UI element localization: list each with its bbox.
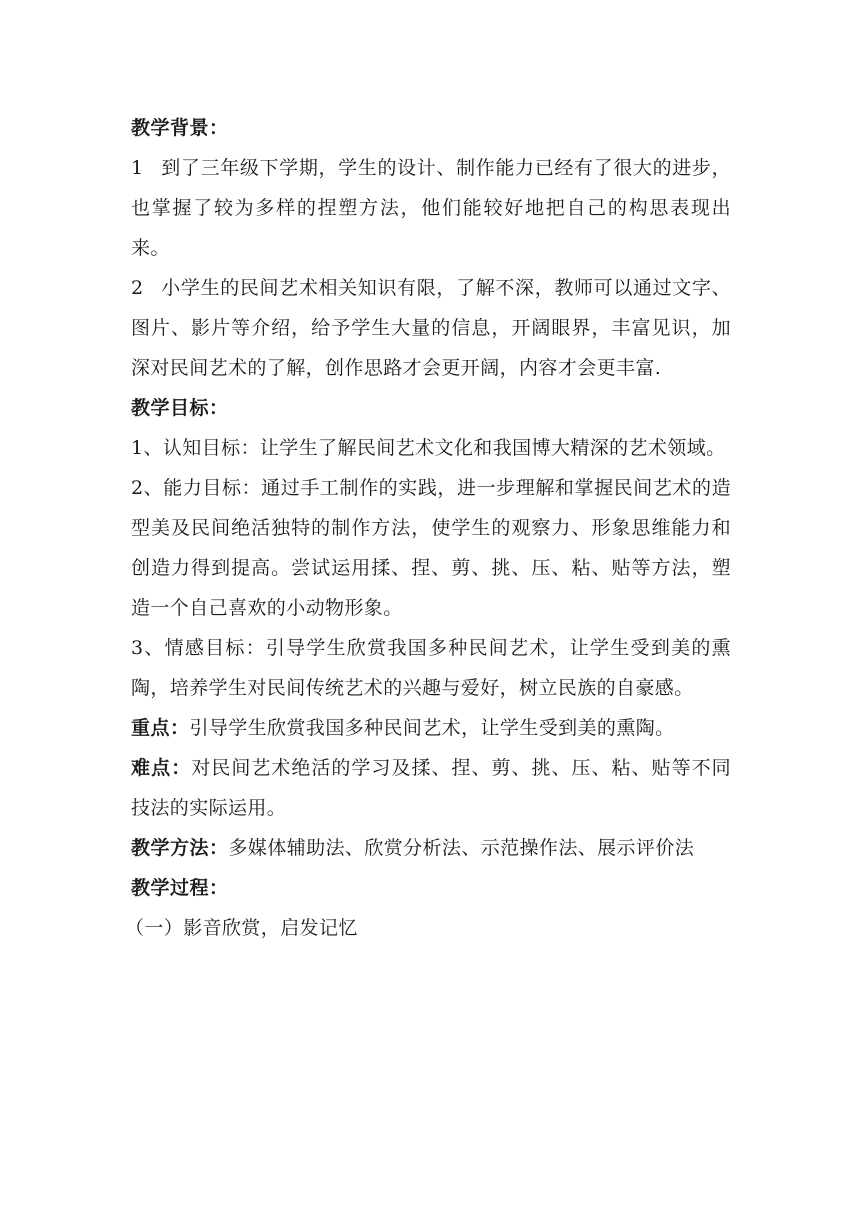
goal-emotional: 3、情感目标：引导学生欣赏我国多种民间艺术，让学生受到美的熏陶，培养学生对民间传统艺术的兴趣与爱好，树立民族的自豪感。 xyxy=(131,637,731,699)
teaching-method-text: 多媒体辅助法、欣赏分析法、示范操作法、展示评价法 xyxy=(228,837,695,859)
process-heading: 教学过程： xyxy=(131,877,229,899)
teaching-method xyxy=(131,828,731,868)
difficulty-text: 对民间艺术绝活的学习及揉、捏、剪、挑、压、粘、贴等不同技法的实际运用。 xyxy=(131,757,731,819)
key-point xyxy=(131,708,731,748)
key-point-label: 重点： xyxy=(131,717,190,739)
teaching-method-label: 教学方法： xyxy=(131,837,229,859)
background-item-2-number: 2 xyxy=(131,277,144,299)
background-heading: 教学背景： xyxy=(131,117,229,139)
key-point-text: 引导学生欣赏我国多种民间艺术，让学生受到美的熏陶。 xyxy=(189,717,675,739)
background-item-1 xyxy=(131,148,731,268)
background-item-2-text: 小学生的民间艺术相关知识有限，了解不深，教师可以通过文字、图片、影片等介绍，给予学生大量的信息，开阔眼界，丰富见识，加深对民间艺术的了解，创作思路才会更开阔，内容才会更丰富. xyxy=(131,277,731,379)
background-item-2 xyxy=(131,268,731,388)
goal-ability: 2、能力目标：通过手工制作的实践，进一步理解和掌握民间艺术的造型美及民间绝活独特的制作方法，使学生的观察力、形象思维能力和创造力得到提高。尝试运用揉、捏、剪、挑、压、粘、贴等方法，塑造一个自己喜欢的小动物形象。 xyxy=(131,477,731,619)
document-page xyxy=(125,108,731,948)
difficulty-label: 难点： xyxy=(131,757,192,779)
background-item-1-number: 1 xyxy=(131,157,144,179)
goal-cognitive: 1、认知目标：让学生了解民间艺术文化和我国博大精深的艺术领域。 xyxy=(131,437,726,459)
process-step-1: （一）影音欣赏，启发记忆 xyxy=(125,917,358,939)
difficulty xyxy=(131,748,731,828)
background-item-1-text: 到了三年级下学期，学生的设计、制作能力已经有了很大的进步，也掌握了较为多样的捏塑方法，他们能较好地把自己的构思表现出来。 xyxy=(131,157,731,259)
goals-heading: 教学目标： xyxy=(131,397,229,419)
